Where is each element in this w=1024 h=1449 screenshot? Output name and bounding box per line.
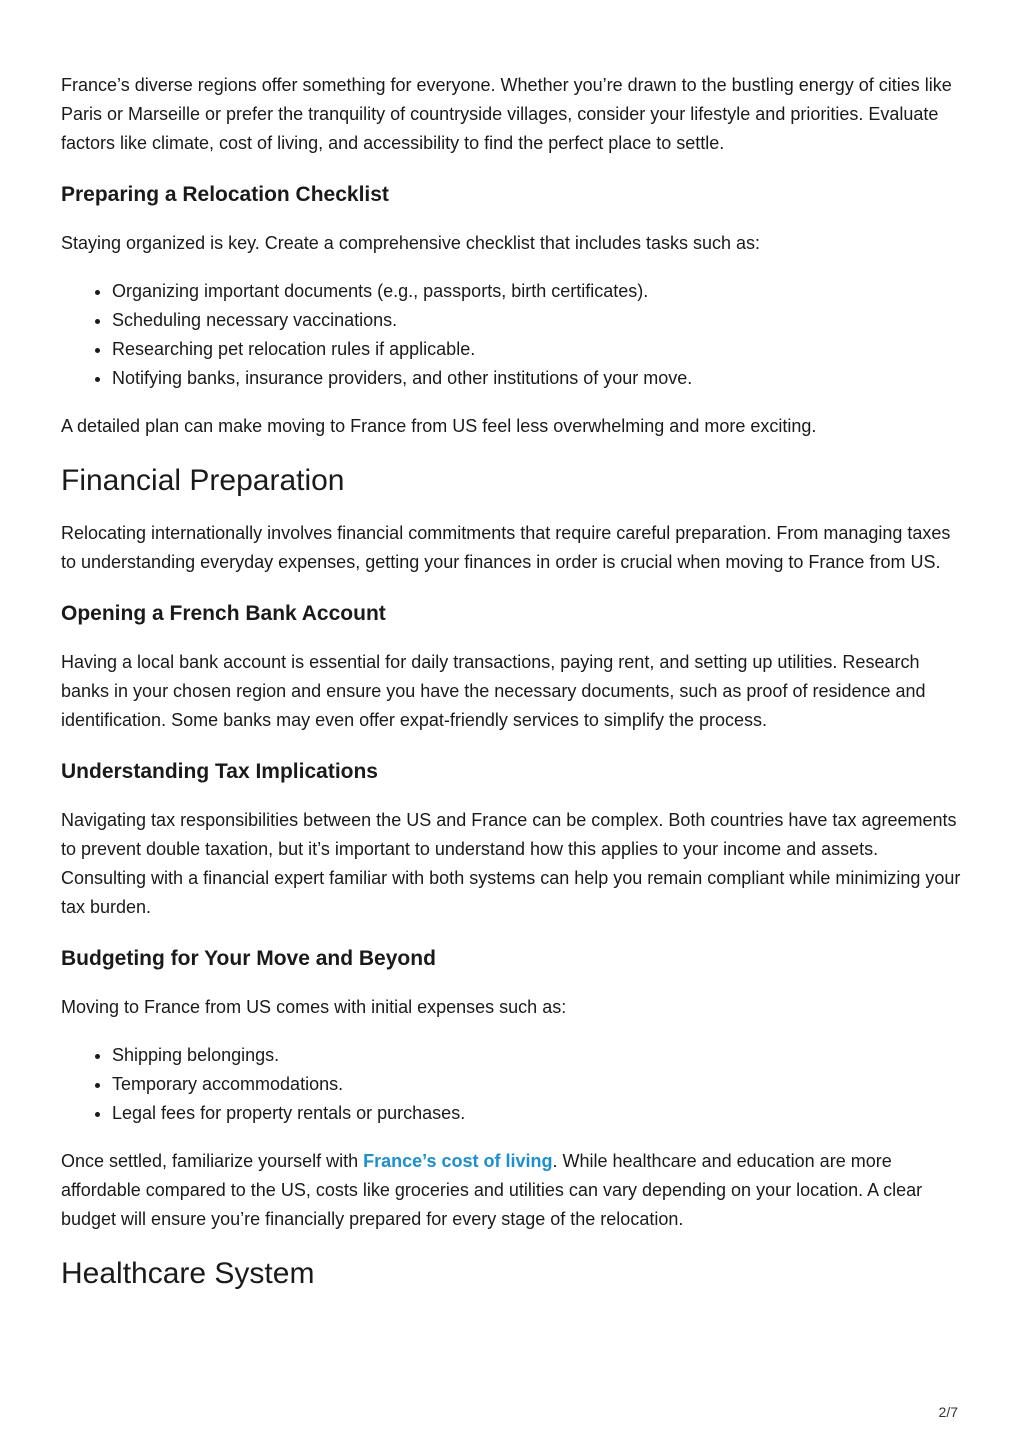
budget-closing-text: Once settled, familiarize yourself with <box>61 1151 364 1171</box>
list-item: • Shipping belongings. <box>112 1041 961 1070</box>
list-item: • Scheduling necessary vaccinations. <box>112 306 961 335</box>
checklist-intro: Staying organized is key. Create a comprehensive checklist that includes tasks such as: <box>61 233 761 253</box>
budget-heading: Budgeting for Your Move and Beyond <box>61 947 436 970</box>
healthcare-heading: Healthcare System <box>61 1257 315 1290</box>
bank-heading: Opening a French Bank Account <box>61 602 386 625</box>
checklist-list <box>61 277 961 393</box>
tax-body: Navigating tax responsibilities between the US and France can be complex. Both countries have tax agreements to prevent double taxation, but it’s important to understand how this applies to your income and assets. Consulting with a financial expert familiar with both systems can help you remain compliant while minimizing your tax burden. <box>61 810 961 917</box>
checklist-heading: Preparing a Relocation Checklist <box>61 183 389 206</box>
budget-closing <box>61 1147 961 1234</box>
intro-paragraph: France’s diverse regions offer something for everyone. Whether you’re drawn to the bustling energy of cities like Paris or Marseille or prefer the tranquility of countryside villages, consider your lifestyle and priorities. Evaluate factors like climate, cost of living, and accessibility to find the perfect place to settle. <box>61 75 952 153</box>
financial-intro: Relocating internationally involves financial commitments that require careful preparation. From managing taxes to understanding everyday expenses, getting your finances in order is crucial when moving to France from US. <box>61 523 951 572</box>
list-item: • Notifying banks, insurance providers, and other institutions of your move. <box>112 364 961 393</box>
page-number: 2/7 <box>938 1404 958 1420</box>
list-item: • Organizing important documents (e.g., passports, birth certificates). <box>112 277 961 306</box>
cost-of-living-link[interactable]: France’s cost of living <box>363 1151 553 1171</box>
list-item: • Legal fees for property rentals or purchases. <box>112 1099 961 1128</box>
checklist-closing: A detailed plan can make moving to France from US feel less overwhelming and more exciting. <box>61 416 817 436</box>
list-item: • Researching pet relocation rules if applicable. <box>112 335 961 364</box>
budget-intro: Moving to France from US comes with initial expenses such as: <box>61 997 567 1017</box>
budget-closing-text-end: . While healthcare and education are more affordable compared to the US, costs like groceries and utilities can vary depending on your location. A clear budget will ensure you’re financially prepared for every stage of the relocation. <box>61 1151 923 1229</box>
list-item: • Temporary accommodations. <box>112 1070 961 1099</box>
tax-heading: Understanding Tax Implications <box>61 760 378 783</box>
financial-heading: Financial Preparation <box>61 464 345 497</box>
document-page <box>61 71 961 1292</box>
bank-body: Having a local bank account is essential for daily transactions, paying rent, and setting up utilities. Research banks in your chosen region and ensure you have the necessary documents, such as proof of residence and identification. Some banks may even offer expat-friendly services to simplify the process. <box>61 652 926 730</box>
budget-list <box>61 1041 961 1128</box>
